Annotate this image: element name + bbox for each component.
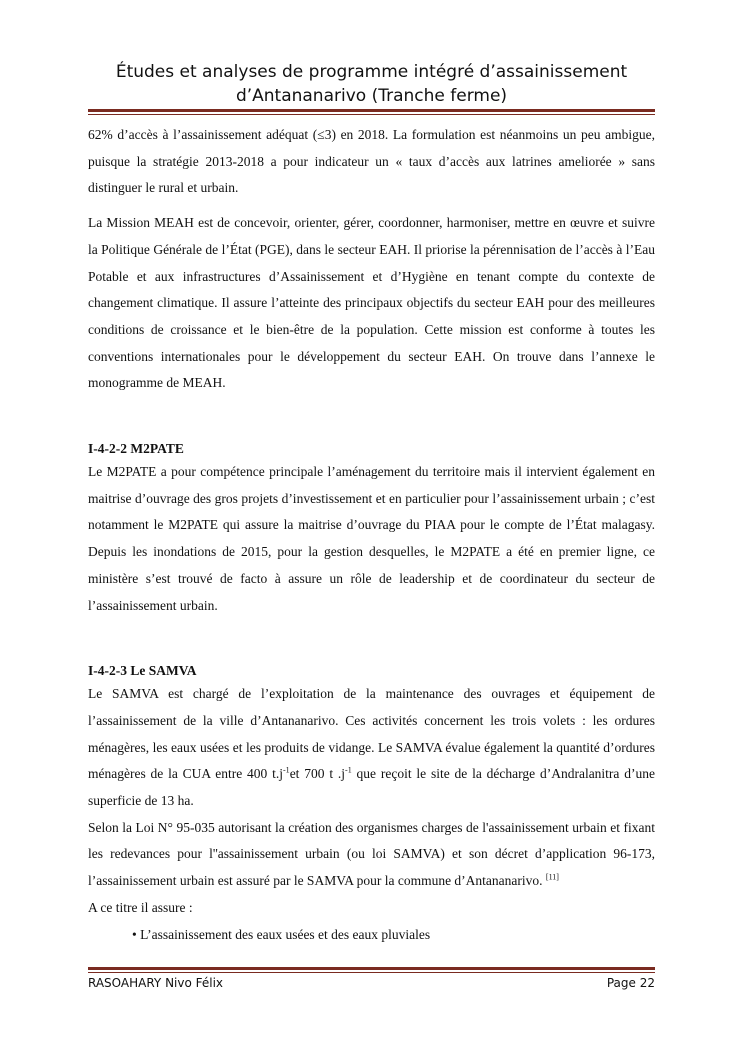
page-title: Études et analyses de programme intégré d’assainissement d’Antananarivo (Tranche ferme): [115, 62, 628, 106]
bullet-item: • L’assainissement des eaux usées et des eaux pluviales: [132, 926, 431, 942]
footer-rule: [88, 967, 655, 970]
section-heading-m2pate: I-4-2-2 M2PATE: [88, 441, 184, 457]
footer-rule-thin: [88, 972, 655, 973]
samva-text-a: Le SAMVA est chargé de l’exploitation de la maintenance des ouvrages et équipement de l’assainissement de la ville d’Antananarivo. Ces activités concernent les trois volets : les ordures ménagères, les eaux usées et les produits de vidange. Le SAMVA évalue également la quantité d’ordures ménagères de la CUA entre 400 t.j: [88, 686, 655, 782]
samva-paragraph-2: [88, 815, 655, 895]
samva-text-c: que reçoit le site de la décharge d’Andralanitra d’une superficie de 13 ha.: [88, 766, 655, 809]
section-heading-samva: I-4-2-3 Le SAMVA: [88, 663, 197, 679]
samva-paragraph-3: A ce titre il assure :: [88, 899, 193, 915]
header-rule-thin: [88, 114, 655, 115]
document-body: [88, 122, 655, 948]
superscript-1: -1: [283, 765, 290, 775]
intro-paragraph-2: La Mission MEAH est de concevoir, orienter, gérer, coordonner, harmoniser, mettre en œuvre et suivre la Politique Générale de l’État (PGE), dans le secteur EAH. Il priorise la pérennisation de l’accès à l’Eau Potable et aux infrastructures d’Assainissement et d’Hygiène en tenant compte du contexte de changement climatique. Il assure l’atteinte des principaux objectifs du secteur EAH pour des meilleures conditions de croissance et le bien-être de la population. Cette mission est conforme à toutes les conventions internationales pour le développement du secteur EAH. On trouve dans l’annexe le monogramme de MEAH.: [88, 215, 655, 391]
m2pate-paragraph: Le M2PATE a pour compétence principale l’aménagement du territoire mais il intervient également en maitrise d’ouvrage des gros projets d’investissement et en particulier pour l’assainissement urbain ; c’est notamment le M2PATE qui assure la maitrise d’ouvrage du PIAA pour le compte de l’État malagasy. Depuis les inondations de 2015, pour la gestion desquelles, le M2PATE a été en premier ligne, ce ministère s’est trouvé de facto à assure un rôle de leadership et de coordinateur du secteur de l’assainissement urbain.: [88, 464, 655, 613]
superscript-2: -1: [345, 765, 352, 775]
samva-paragraph-1: [88, 681, 655, 815]
samva-text-b: et 700 t .j: [289, 766, 346, 782]
footer-author: RASOAHARY Nivo Félix: [88, 976, 224, 990]
footer-page-number: Page 22: [606, 976, 655, 990]
intro-paragraph-1: 62% d’accès à l’assainissement adéquat (≤3) en 2018. La formulation est néanmoins un peu ambigue, puisque la stratégie 2013-2018 a pour indicateur un « taux d’accès aux latrines ameliorée » sans distinguer le rural et urbain.: [88, 127, 655, 196]
header-rule: [88, 109, 655, 112]
reference-11: [11]: [545, 872, 559, 882]
samva-law-text: Selon la Loi N° 95-035 autorisant la création des organismes charges de l'assainissement urbain et fixant les redevances pour l''assainissement urbain (ou loi SAMVA) et son décret d’application 96-173, l’assainissement urbain est assuré par le SAMVA pour la commune d’Antananarivo.: [88, 819, 655, 889]
